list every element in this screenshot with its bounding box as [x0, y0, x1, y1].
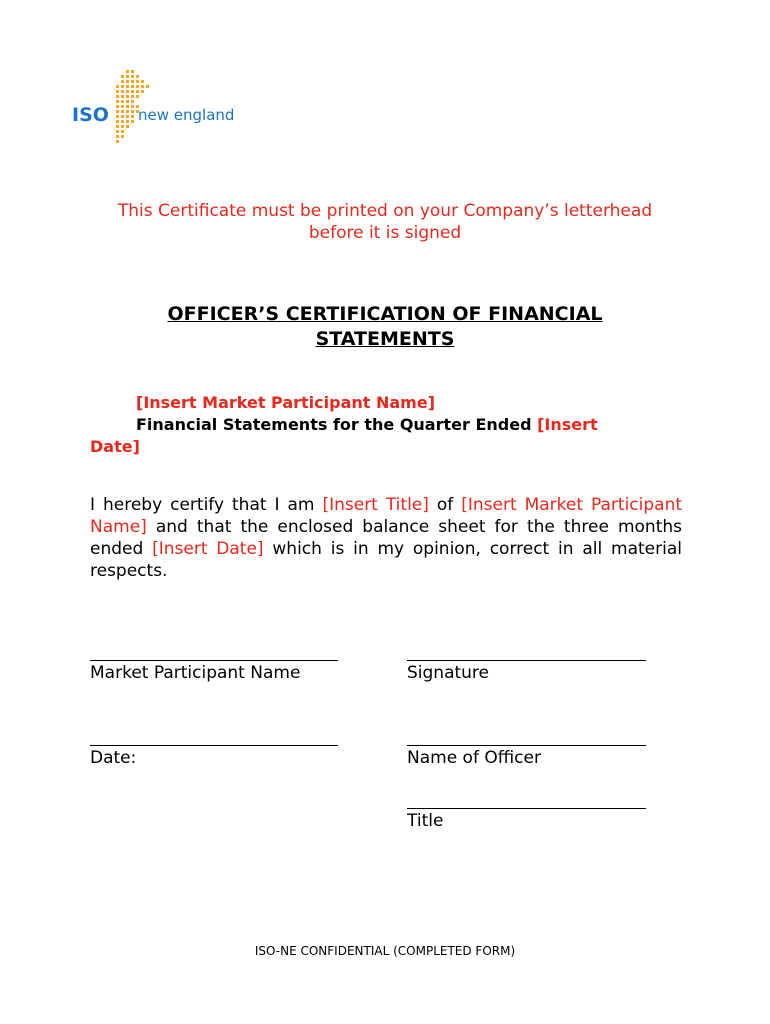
title-field[interactable]	[407, 796, 646, 832]
title-label: Title	[407, 811, 444, 831]
notice-line-2: before it is signed	[308, 223, 462, 243]
name-of-officer-field[interactable]	[407, 733, 646, 769]
date-label: Date:	[90, 748, 137, 768]
body-text-4: which is in my opinion, correct in all material respects.	[90, 539, 682, 581]
signature-line	[407, 796, 646, 809]
letterhead-notice	[90, 200, 680, 244]
title-line-1: OFFICER’S CERTIFICATION OF FINANCIAL	[167, 303, 603, 325]
confidential-footer: ISO-NE CONFIDENTIAL (COMPLETED FORM)	[254, 944, 516, 958]
logo-iso-text: ISO	[72, 104, 109, 126]
name-of-officer-label: Name of Officer	[407, 748, 541, 768]
date-field[interactable]	[90, 733, 338, 769]
title-placeholder: [Insert Title]	[322, 495, 429, 515]
market-participant-name-label: Market Participant Name	[90, 663, 301, 683]
body-date-placeholder: [Insert Date]	[152, 539, 264, 559]
quarter-ended-text: Financial Statements for the Quarter Ended	[136, 415, 538, 434]
signature-field[interactable]	[407, 648, 646, 684]
body-text-1: I hereby certify that I am	[90, 495, 323, 515]
quarter-ended-line	[90, 414, 680, 436]
certification-paragraph	[90, 494, 682, 582]
notice-line-1: This Certificate must be printed on your Company’s letterhead	[117, 201, 653, 221]
document-title	[90, 302, 680, 352]
title-line-2: STATEMENTS	[315, 328, 455, 350]
date-placeholder-part2: Date]	[90, 437, 140, 456]
market-participant-name-field[interactable]	[90, 648, 338, 684]
iso-new-england-logo	[72, 68, 252, 152]
signature-line	[407, 733, 646, 746]
body-text-2: of	[428, 495, 462, 515]
statement-header	[90, 392, 680, 458]
signature-line	[90, 733, 338, 746]
body-participant-placeholder: [Insert Market Participant Name]	[90, 495, 683, 537]
logo-region-text: new england	[138, 106, 235, 124]
date-placeholder-part1: [Insert	[537, 415, 598, 434]
participant-name-placeholder: [Insert Market Participant Name]	[136, 393, 435, 412]
signature-line	[407, 648, 646, 661]
signature-label: Signature	[407, 663, 490, 683]
signature-line	[90, 648, 338, 661]
body-text-3: and that the enclosed balance sheet for the three months ended	[90, 517, 682, 559]
